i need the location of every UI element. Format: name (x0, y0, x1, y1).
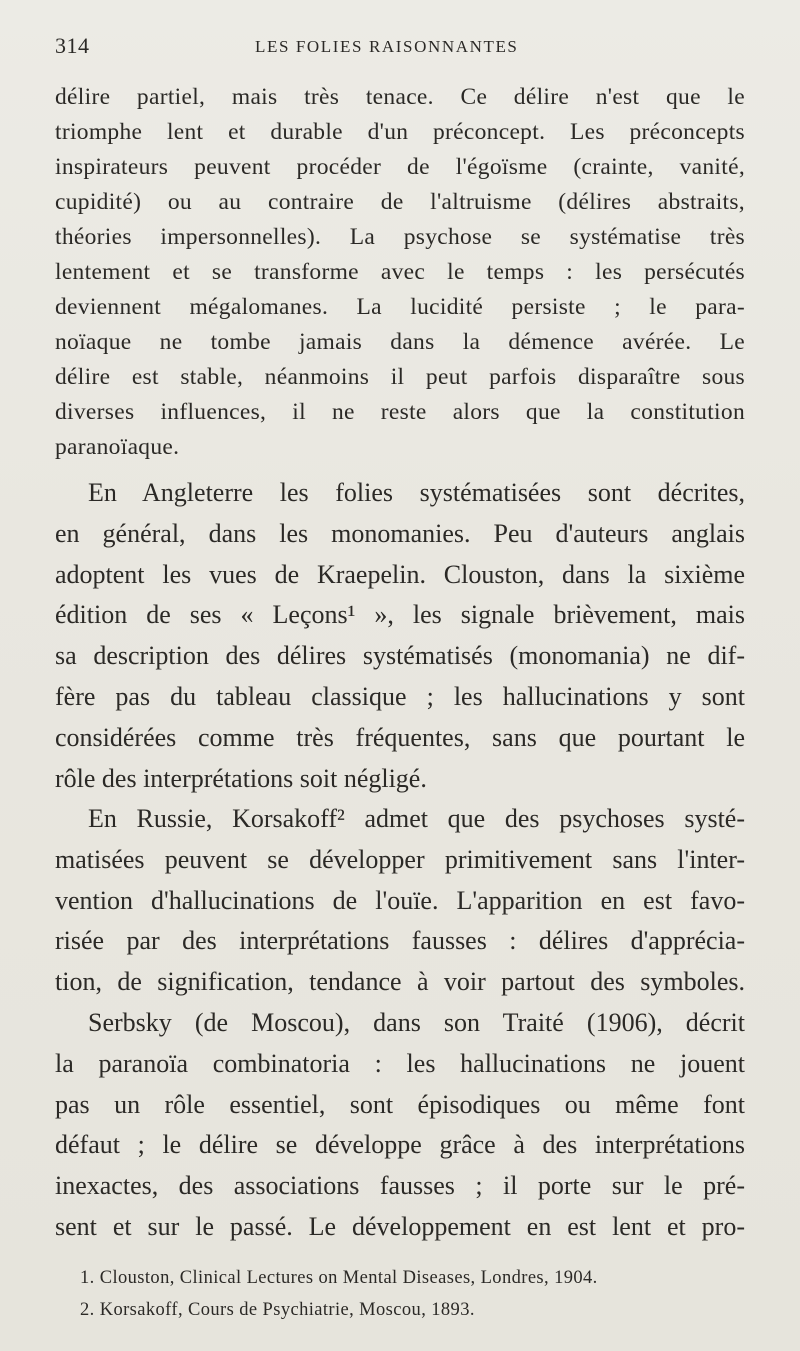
text-line: défaut ; le délire se développe grâce à des interprétations (55, 1130, 745, 1160)
text-line: théories impersonnelles). La psychose se systématise très (55, 224, 745, 250)
footnote-1: 1. Clouston, Clinical Lectures on Mental Diseases, Londres, 1904. (80, 1268, 598, 1288)
text-line: la paranoïa combinatoria : les hallucinations ne jouent (55, 1048, 745, 1078)
text-line: édition de ses « Leçons¹ », les signale brièvement, mais (55, 600, 745, 630)
text-line: paranoïaque. (55, 434, 180, 460)
text-line: diverses influences, il ne reste alors que la constitution (55, 399, 745, 425)
text-line: risée par des interprétations fausses : délires d'apprécia- (55, 926, 745, 956)
running-title: LES FOLIES RAISONNANTES (255, 37, 519, 56)
text-line: En Angleterre les folies systématisées sont décrites, (88, 478, 745, 507)
footnotes (80, 1262, 740, 1326)
text-line: adoptent les vues de Kraepelin. Clouston, dans la sixième (55, 559, 745, 589)
text-line: deviennent mégalomanes. La lucidité persiste ; le para- (55, 294, 745, 320)
text-line: fère pas du tableau classique ; les hallucinations y sont (55, 681, 745, 711)
text-line: noïaque ne tombe jamais dans la démence avérée. Le (55, 329, 745, 355)
paragraph-serbsky (55, 1003, 745, 1248)
text-line: sent et sur le passé. Le développement en est lent et pro- (55, 1211, 745, 1241)
text-line: Serbsky (de Moscou), dans son Traité (1906), décrit (88, 1008, 745, 1037)
text-line: inexactes, des associations fausses ; il porte sur le pré- (55, 1171, 745, 1201)
footnote-2: 2. Korsakoff, Cours de Psychiatrie, Moscou, 1893. (80, 1300, 475, 1320)
text-line: délire partiel, mais très tenace. Ce délire n'est que le (55, 84, 745, 110)
page-header (55, 33, 755, 63)
text-line: en général, dans les monomanies. Peu d'auteurs anglais (55, 518, 745, 548)
paragraph-continued (55, 80, 745, 465)
text-line: sa description des délires systématisés (monomania) ne dif- (55, 641, 745, 671)
text-line: lentement et se transforme avec le temps : les persécutés (55, 259, 745, 285)
paragraph-england (55, 473, 745, 799)
text-line: considérées comme très fréquentes, sans que pourtant le (55, 722, 745, 752)
text-line: tion, de signification, tendance à voir partout des symboles. (55, 967, 745, 997)
text-line: matisées peuvent se développer primitivement sans l'inter- (55, 844, 745, 874)
text-line: rôle des interprétations soit négligé. (55, 763, 427, 793)
text-line: délire est stable, néanmoins il peut parfois disparaître sous (55, 364, 745, 390)
page-number: 314 (55, 33, 90, 58)
text-line: triomphe lent et durable d'un préconcept. Les préconcepts (55, 119, 745, 145)
text-line: pas un rôle essentiel, sont épisodiques ou même font (55, 1089, 745, 1119)
paragraph-russia (55, 799, 745, 1003)
text-line: vention d'hallucinations de l'ouïe. L'apparition en est favo- (55, 885, 745, 915)
text-line: En Russie, Korsakoff² admet que des psychoses systé- (88, 804, 745, 833)
text-line: inspirateurs peuvent procéder de l'égoïsme (crainte, vanité, (55, 154, 745, 180)
text-line: cupidité) ou au contraire de l'altruisme (délires abstraits, (55, 189, 745, 215)
